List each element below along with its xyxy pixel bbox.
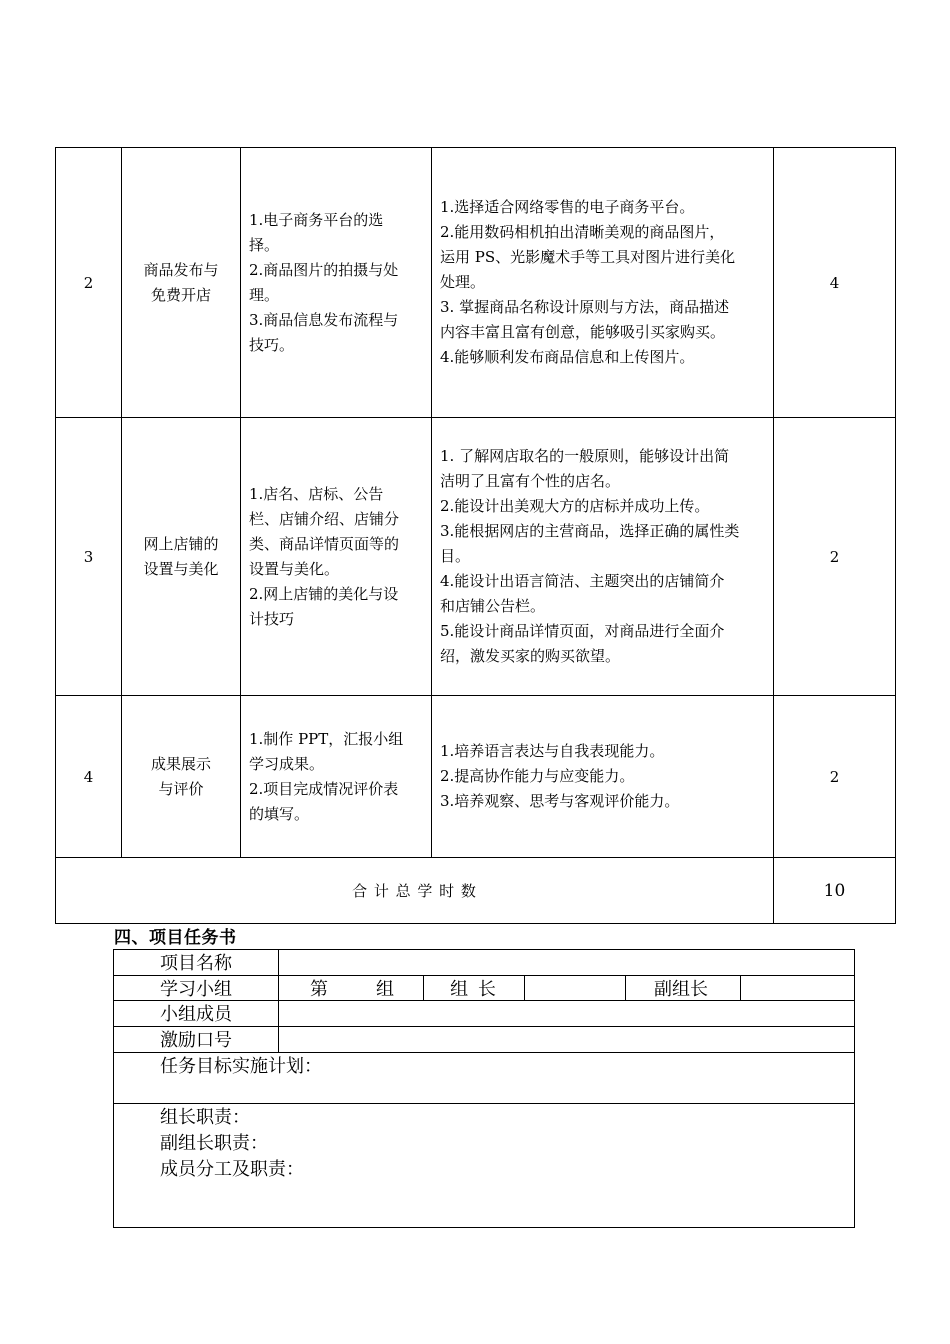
module-name	[122, 148, 240, 417]
table-rule	[895, 147, 896, 924]
module-hours: 2	[829, 767, 840, 786]
module-hours: 4	[829, 273, 840, 292]
module-goals	[440, 148, 772, 417]
leader-duty-label: 组长职责：	[160, 1107, 250, 1128]
plan-label: 任务目标实施计划：	[160, 1056, 322, 1077]
content-line: 技巧。	[249, 335, 295, 354]
vice-duty-label: 副组长职责：	[160, 1133, 268, 1154]
goal-line: 目。	[440, 547, 471, 565]
project-name-label: 项目名称	[160, 953, 232, 974]
group-prefix-label: 第	[310, 979, 328, 1000]
slogan-label: 激励口号	[160, 1030, 232, 1051]
module-hours: 2	[829, 547, 840, 566]
module-name-line: 免费开店	[150, 285, 211, 304]
study-group-label: 学习小组	[160, 979, 232, 1000]
content-line: 2.网上店铺的美化与设	[249, 584, 399, 603]
content-line: 3.商品信息发布流程与	[249, 310, 399, 329]
vice-leader-field[interactable]	[741, 976, 854, 1000]
total-hours-label: 合 计 总 学 时 数	[352, 882, 477, 900]
module-content	[249, 418, 429, 695]
goal-line: 洁明了且富有个性的店名。	[440, 472, 621, 490]
goal-line: 内容丰富且富有创意，能够吸引买家购买。	[440, 323, 726, 341]
row-number: 2	[83, 273, 94, 292]
content-line: 设置与美化。	[249, 559, 340, 578]
leader-field[interactable]	[525, 976, 625, 1000]
members-label: 小组成员	[160, 1004, 232, 1025]
content-line: 1.店名、店标、公告	[249, 484, 384, 503]
module-name-line: 网上店铺的	[143, 534, 219, 553]
content-line: 择。	[249, 235, 280, 254]
goal-line: 和店铺公告栏。	[440, 597, 546, 615]
goal-line: 处理。	[440, 273, 486, 291]
table-rule	[240, 147, 241, 857]
module-name-line: 商品发布与	[143, 260, 219, 279]
leader-label: 组 长	[450, 979, 498, 1000]
module-goals	[440, 696, 772, 857]
goal-line: 绍，激发买家的购买欲望。	[440, 647, 621, 665]
table-rule	[854, 949, 855, 1228]
row-number: 4	[83, 767, 94, 786]
members-field[interactable]	[279, 1001, 854, 1026]
table-rule	[431, 147, 432, 857]
vice-leader-label: 副组长	[654, 979, 708, 1000]
goal-line: 1. 了解网店取名的一般原则，能够设计出简	[440, 447, 730, 465]
section-title: 四、项目任务书	[114, 928, 237, 948]
row-number: 3	[83, 547, 94, 566]
slogan-field[interactable]	[279, 1027, 854, 1052]
project-name-field[interactable]	[279, 950, 854, 975]
goal-line: 3.能根据网店的主营商品，选择正确的属性类	[440, 522, 740, 540]
member-duty-label: 成员分工及职责：	[160, 1159, 304, 1180]
group-suffix-label: 组	[376, 979, 394, 1000]
content-line: 学习成果。	[249, 754, 325, 773]
content-line: 计技巧	[249, 609, 295, 628]
goal-line: 4.能够顺利发布商品信息和上传图片。	[440, 348, 695, 366]
goal-line: 5.能设计商品详情页面，对商品进行全面介	[440, 622, 725, 640]
content-line: 理。	[249, 285, 280, 304]
goal-line: 3. 掌握商品名称设计原则与方法，商品描述	[440, 298, 730, 316]
content-line: 类、商品详情页面等的	[249, 534, 400, 553]
goal-line: 4.能设计出语言简洁、主题突出的店铺简介	[440, 572, 725, 590]
module-goals	[440, 418, 772, 695]
content-line: 2.商品图片的拍摄与处	[249, 260, 399, 279]
goal-line: 1.选择适合网络零售的电子商务平台。	[440, 198, 695, 216]
goal-line: 2.能设计出美观大方的店标并成功上传。	[440, 497, 710, 515]
goal-line: 3.培养观察、思考与客观评价能力。	[440, 792, 680, 810]
module-content	[249, 696, 429, 857]
content-line: 栏、店铺介绍、店铺分	[249, 509, 400, 528]
goal-line: 2.提高协作能力与应变能力。	[440, 767, 635, 785]
module-name-line: 与评价	[158, 779, 204, 798]
total-hours-value: 10	[823, 880, 846, 901]
goal-line: 1.培养语言表达与自我表现能力。	[440, 742, 665, 760]
content-line: 2.项目完成情况评价表	[249, 779, 399, 798]
module-name	[122, 418, 240, 695]
table-rule	[55, 923, 896, 924]
content-line: 1.电子商务平台的选	[249, 210, 384, 229]
goal-line: 2.能用数码相机拍出清晰美观的商品图片，	[440, 223, 725, 241]
content-line: 的填写。	[249, 804, 310, 823]
module-name-line: 成果展示	[150, 754, 211, 773]
module-name-line: 设置与美化	[143, 559, 219, 578]
table-rule	[113, 1227, 855, 1228]
goal-line: 运用 PS、光影魔术手等工具对图片进行美化	[440, 248, 736, 266]
content-line: 1.制作 PPT，汇报小组	[249, 729, 404, 748]
duties-area	[114, 1104, 854, 1227]
module-content	[249, 148, 429, 417]
module-name	[122, 696, 240, 857]
